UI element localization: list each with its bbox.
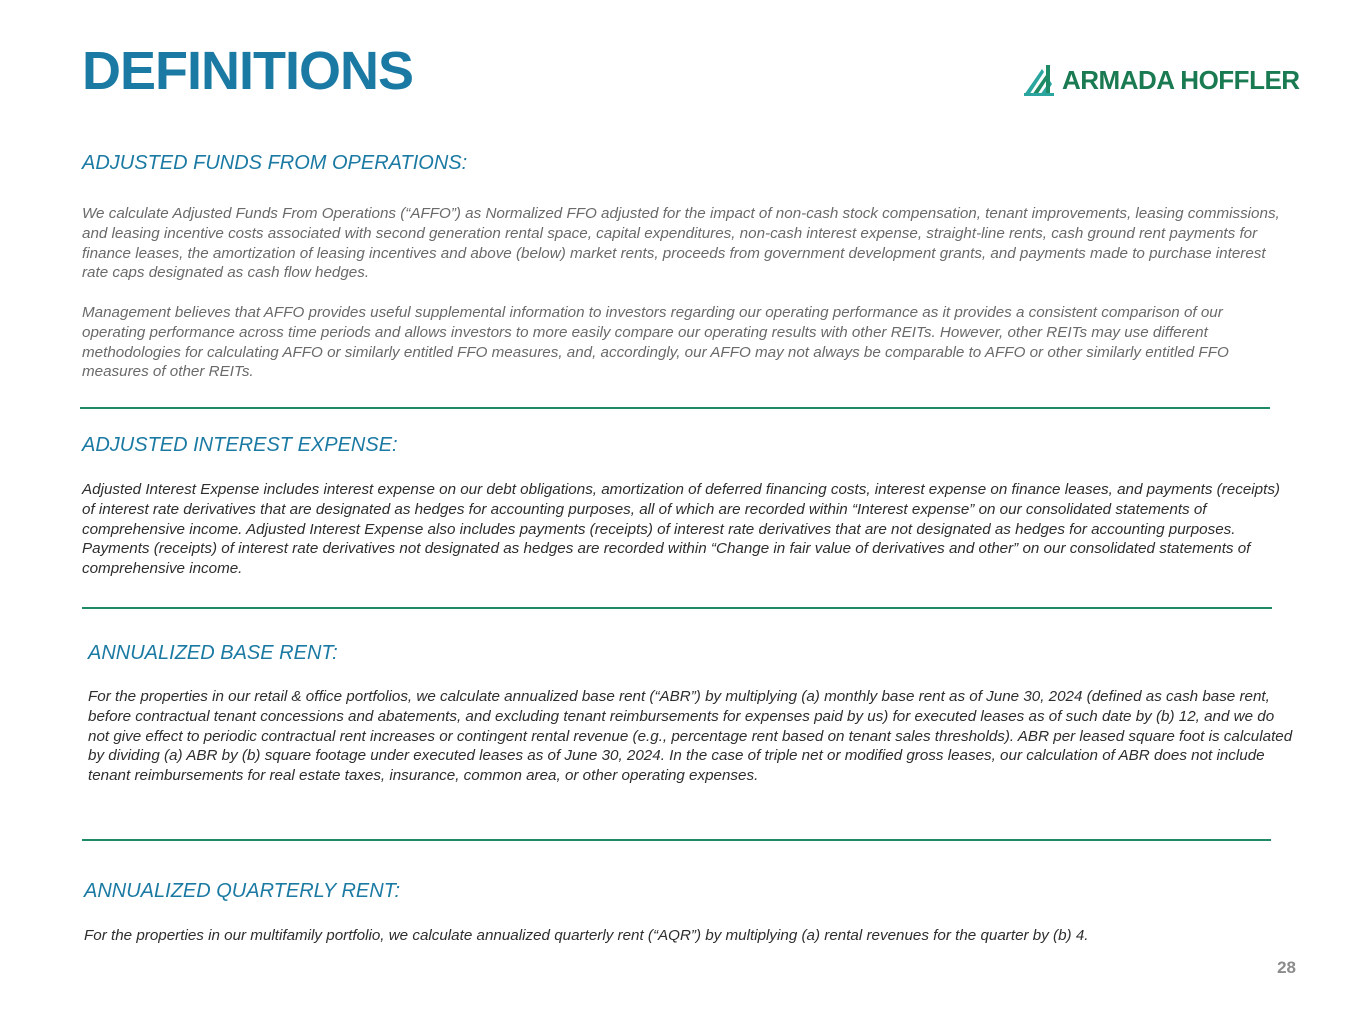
section-divider [82,607,1272,609]
page-number: 28 [1277,958,1296,977]
section-heading-annualized-base-rent: ANNUALIZED BASE RENT: [88,642,338,664]
armada-hoffler-logo-icon [1022,63,1056,97]
paragraph-affo-management: Management believes that AFFO provides useful supplemental information to investors regarding our operating performance as it provides a consistent comparison of our operating performance across time periods and allows investors to more easily compare our operating results with other REITs. However, other REITs may use different methodologies for calculating AFFO or similarly entitled FFO measures, and, accordingly, our AFFO may not always be comparable to AFFO or other similarly entitled FFO measures of other REITs. [82,304,1229,381]
section-heading-affo: ADJUSTED FUNDS FROM OPERATIONS: [82,152,468,174]
paragraph-annualized-base-rent: For the properties in our retail & office portfolios, we calculate annualized base rent (“ABR”) by multiplying (a) monthly base rent as of June 30, 2024 (defined as cash base rent, before contractual tenant concessions and abatements, and excluding tenant reimbursements for expenses paid by us) for executed leases as of such date by (b) 12, and we do not give effect to periodic contractual rent increases or contingent rental revenue (e.g., percentage rent based on tenant sales thresholds). ABR per leased square foot is calculated by dividing (a) ABR by (b) square footage under executed leases as of June 30, 2024. In the case of triple net or modified gross leases, our calculation of ABR does not include tenant reimbursements for real estate taxes, insurance, common area, or other operating expenses. [88,688,1293,785]
page-title: DEFINITIONS [82,41,414,101]
section-heading-annualized-quarterly-rent: ANNUALIZED QUARTERLY RENT: [84,880,401,902]
company-logo [1022,62,1300,98]
section-heading-adjusted-interest-expense: ADJUSTED INTEREST EXPENSE: [82,434,398,456]
paragraph-adjusted-interest-expense: Adjusted Interest Expense includes interest expense on our debt obligations, amortization of deferred financing costs, interest expense on finance leases, and payments (receipts) of interest rate derivatives that are designated as hedges for accounting purposes, all of which are recorded within “Interest expense” on our consolidated statements of comprehensive income. Adjusted Interest Expense also includes payments (receipts) of interest rate derivatives that are not designated as hedges for accounting purposes. Payments (receipts) of interest rate derivatives not designated as hedges are recorded within “Change in fair value of derivatives and other” on our consolidated statements of comprehensive income. [82,481,1280,578]
paragraph-annualized-quarterly-rent: For the properties in our multifamily portfolio, we calculate annualized quarterly rent (“AQR”) by multiplying (a) rental revenues for the quarter by (b) 4. [84,927,1089,944]
section-divider [82,839,1271,841]
section-divider [80,407,1270,409]
logo-text: ARMADA HOFFLER [1062,64,1300,95]
paragraph-affo-definition: We calculate Adjusted Funds From Operations (“AFFO”) as Normalized FFO adjusted for the impact of non-cash stock compensation, tenant improvements, leasing commissions, and leasing incentive costs associated with second generation rental space, capital expenditures, non-cash interest expense, straight-line rents, cash ground rent payments for finance leases, the amortization of leasing incentives and above (below) market rents, proceeds from government development grants, and payments made to purchase interest rate caps designated as cash flow hedges. [82,205,1280,282]
